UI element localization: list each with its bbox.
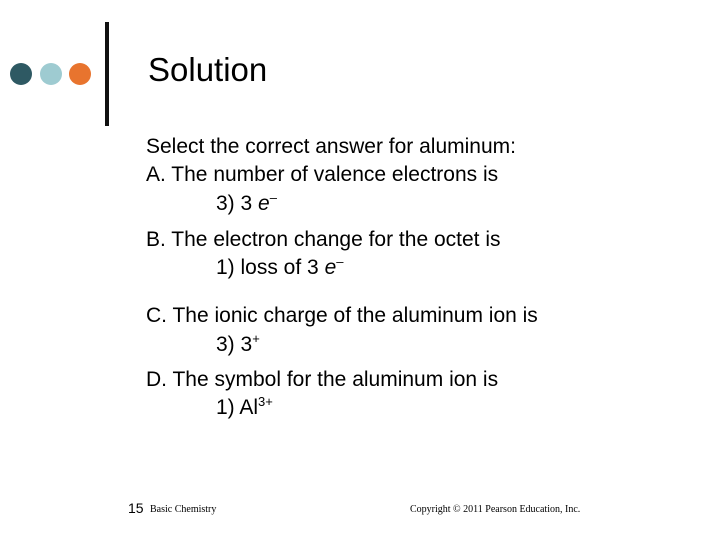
- question-a: A. The number of valence electrons is: [146, 163, 499, 186]
- answer-a: [216, 191, 277, 217]
- footer-course: Basic Chemistry: [150, 504, 217, 515]
- intro-text: Select the correct answer for aluminum:: [146, 135, 516, 158]
- answer-c: [216, 332, 260, 358]
- title-divider: [105, 22, 109, 126]
- answer-d: [216, 395, 273, 421]
- answer-a-symbol: e: [258, 192, 270, 215]
- answer-a-superscript: –: [269, 190, 277, 205]
- answer-d-prefix: 1) Al: [216, 396, 259, 419]
- slide-title: Solution: [148, 51, 268, 88]
- decorative-dot-light: [40, 63, 62, 85]
- answer-b-prefix: 1) loss of 3: [216, 256, 325, 279]
- page-number: 15: [128, 500, 144, 516]
- answer-b-superscript: –: [336, 254, 344, 269]
- question-c: C. The ionic charge of the aluminum ion is: [146, 304, 538, 327]
- question-b: B. The electron change for the octet is: [146, 228, 501, 251]
- footer-copyright: Copyright © 2011 Pearson Education, Inc.: [410, 504, 581, 515]
- answer-c-superscript: +: [252, 331, 260, 346]
- decorative-dot-dark: [10, 63, 32, 85]
- answer-a-prefix: 3) 3: [216, 192, 259, 215]
- answer-b-symbol: e: [324, 256, 337, 279]
- decorative-dot-orange: [69, 63, 91, 85]
- answer-d-superscript: 3+: [258, 394, 273, 409]
- question-d: D. The symbol for the aluminum ion is: [146, 368, 499, 391]
- answer-c-prefix: 3) 3: [216, 333, 253, 356]
- answer-b: [216, 255, 343, 281]
